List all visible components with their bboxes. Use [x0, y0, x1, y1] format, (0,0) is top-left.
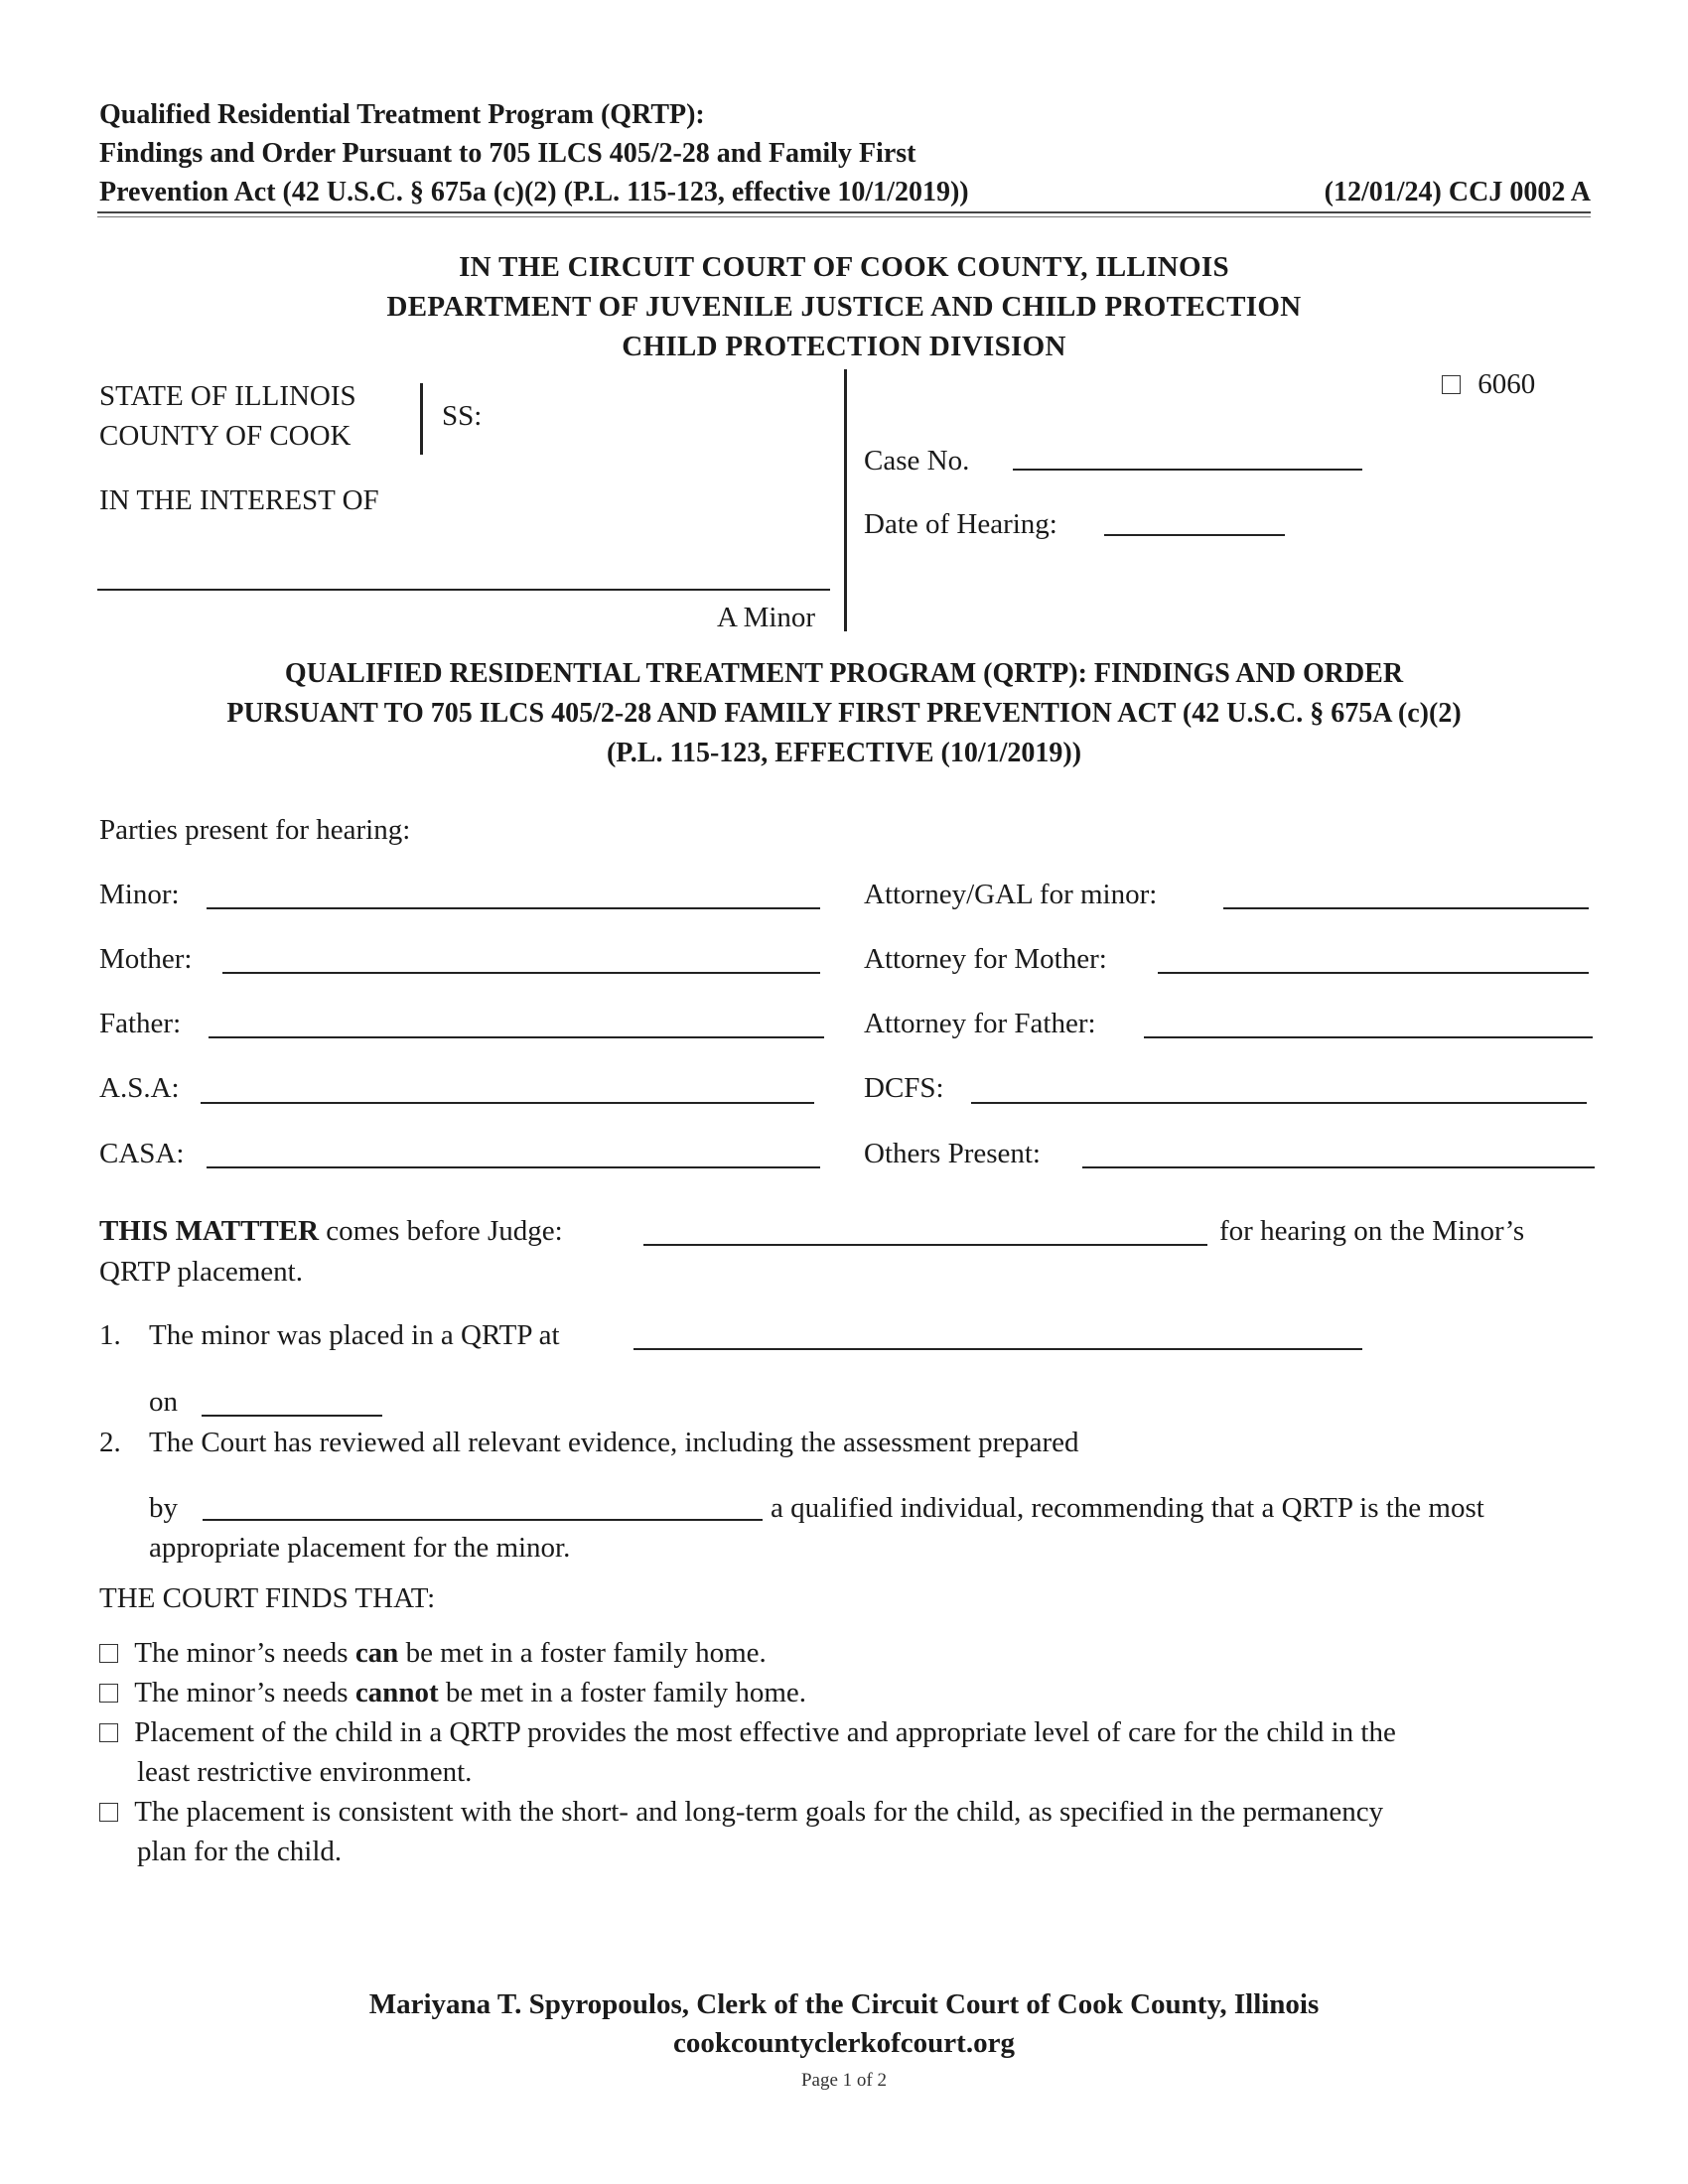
interest-label: IN THE INTEREST OF — [99, 484, 379, 516]
ss-bracket — [420, 383, 423, 455]
attorney-gal-label: Attorney/GAL for minor: — [864, 879, 1158, 910]
finding-goals-line-1: The placement is consistent with the short- and long-term goals for the child, as specified in the permanency — [134, 1796, 1384, 1828]
attorney-father-field[interactable] — [1144, 1036, 1593, 1038]
minor-label: Minor: — [99, 879, 180, 910]
matter-for-hearing: for hearing on the Minor’s — [1219, 1215, 1525, 1247]
checkbox-6060-row — [1442, 364, 1535, 404]
date-hearing-label: Date of Hearing: — [864, 508, 1057, 540]
title-line-1: QUALIFIED RESIDENTIAL TREATMENT PROGRAM (QRTP): FINDINGS AND ORDER — [284, 658, 1404, 689]
finding-can-bold: can — [354, 1637, 399, 1669]
form-code: (12/01/24) CCJ 0002 A — [1324, 177, 1591, 207]
checkbox-6060[interactable] — [1442, 375, 1461, 394]
a-minor-label: A Minor — [717, 602, 816, 633]
header-line-2: Findings and Order Pursuant to 705 ILCS 405/2-28 and Family First — [99, 138, 916, 169]
finding-can-post: be met in a foster family home. — [405, 1637, 767, 1669]
asa-field[interactable] — [201, 1102, 814, 1104]
title-line-3: (P.L. 115-123, EFFECTIVE (10/1/2019)) — [606, 738, 1082, 768]
dcfs-field[interactable] — [971, 1102, 1587, 1104]
finding-goals-row — [99, 1792, 1383, 1832]
court-heading — [0, 247, 1688, 366]
matter-lead: THIS MATTTER — [99, 1215, 320, 1247]
findings-heading: THE COURT FINDS THAT: — [99, 1582, 436, 1614]
finding-cannot-bold: cannot — [354, 1677, 439, 1708]
state-label: STATE OF ILLINOIS — [99, 380, 356, 412]
ss-label: SS: — [442, 400, 483, 432]
order-title — [0, 654, 1688, 773]
title-line-2: PURSUANT TO 705 ILCS 405/2-28 AND FAMILY FIRST PREVENTION ACT (42 U.S.C. § 675A (c)(2) — [226, 698, 1462, 729]
finding-can-row — [99, 1633, 767, 1673]
item-2-number: 2. — [99, 1427, 121, 1458]
qrtp-facility-field[interactable] — [633, 1348, 1362, 1350]
finding-effective-care-row — [99, 1712, 1396, 1752]
attorney-father-label: Attorney for Father: — [864, 1008, 1096, 1039]
finding-cannot-pre: The minor’s needs — [134, 1677, 349, 1708]
matter-qrtp-placement: QRTP placement. — [99, 1256, 303, 1288]
placement-date-field[interactable] — [202, 1415, 382, 1417]
court-line-1: IN THE CIRCUIT COURT OF COOK COUNTY, ILLINOIS — [459, 251, 1229, 283]
mother-field[interactable] — [222, 972, 820, 974]
court-line-2: DEPARTMENT OF JUVENILE JUSTICE AND CHILD PROTECTION — [386, 291, 1302, 323]
attorney-gal-field[interactable] — [1223, 907, 1589, 909]
casa-field[interactable] — [207, 1166, 820, 1168]
by-tail: a qualified individual, recommending that a QRTP is the most — [771, 1492, 1484, 1524]
case-no-label: Case No. — [864, 445, 970, 477]
code-6060-label: 6060 — [1477, 368, 1536, 400]
finding-effective-care-line-1: Placement of the child in a QRTP provides the most effective and appropriate level of care for the child in the — [134, 1716, 1396, 1748]
header-line-3: Prevention Act (42 U.S.C. § 675a (c)(2) (P.L. 115-123, effective 10/1/2019)) — [99, 177, 969, 207]
mother-label: Mother: — [99, 943, 193, 975]
qualified-individual-field[interactable] — [203, 1519, 763, 1521]
minor-name-line[interactable] — [97, 589, 830, 591]
on-label: on — [149, 1386, 178, 1418]
others-present-field[interactable] — [1082, 1166, 1595, 1168]
caption-divider — [844, 369, 847, 631]
clerk-website[interactable]: cookcountyclerkofcourt.org — [673, 2027, 1015, 2059]
father-label: Father: — [99, 1008, 182, 1039]
casa-label: CASA: — [99, 1138, 185, 1169]
header-line-1: Qualified Residential Treatment Program (QRTP): — [99, 99, 705, 130]
court-line-3: CHILD PROTECTION DIVISION — [622, 331, 1066, 362]
minor-field[interactable] — [207, 907, 820, 909]
matter-lead-row — [99, 1211, 563, 1251]
date-hearing-field[interactable] — [1104, 534, 1285, 536]
finding-can-checkbox[interactable] — [99, 1644, 118, 1663]
finding-effective-care-checkbox[interactable] — [99, 1723, 118, 1742]
father-field[interactable] — [209, 1036, 824, 1038]
clerk-line: Mariyana T. Spyropoulos, Clerk of the Circuit Court of Cook County, Illinois — [368, 1988, 1320, 2020]
item-1-text: The minor was placed in a QRTP at — [149, 1319, 560, 1351]
attorney-mother-field[interactable] — [1158, 972, 1589, 974]
case-no-field[interactable] — [1013, 469, 1362, 471]
header-rule-thin — [97, 216, 1591, 217]
others-present-label: Others Present: — [864, 1138, 1041, 1169]
finding-goals-checkbox[interactable] — [99, 1803, 118, 1822]
judge-field[interactable] — [643, 1244, 1207, 1246]
finding-cannot-checkbox[interactable] — [99, 1684, 118, 1703]
page-number: Page 1 of 2 — [800, 2070, 887, 2091]
by-tail-2: appropriate placement for the minor. — [149, 1532, 571, 1564]
by-label: by — [149, 1492, 178, 1524]
parties-intro: Parties present for hearing: — [99, 814, 411, 846]
header-rule — [97, 211, 1591, 213]
attorney-mother-label: Attorney for Mother: — [864, 943, 1107, 975]
asa-label: A.S.A: — [99, 1072, 180, 1104]
finding-can-pre: The minor’s needs — [134, 1637, 349, 1669]
finding-goals-line-2: plan for the child. — [137, 1836, 343, 1867]
county-label: COUNTY OF COOK — [99, 420, 352, 452]
finding-cannot-post: be met in a foster family home. — [445, 1677, 807, 1708]
item-2-text: The Court has reviewed all relevant evidence, including the assessment prepared — [149, 1427, 1079, 1458]
finding-effective-care-line-2: least restrictive environment. — [137, 1756, 473, 1788]
finding-cannot-row — [99, 1673, 806, 1712]
dcfs-label: DCFS: — [864, 1072, 944, 1104]
matter-comes: comes before Judge: — [326, 1215, 563, 1247]
item-1-number: 1. — [99, 1319, 121, 1351]
